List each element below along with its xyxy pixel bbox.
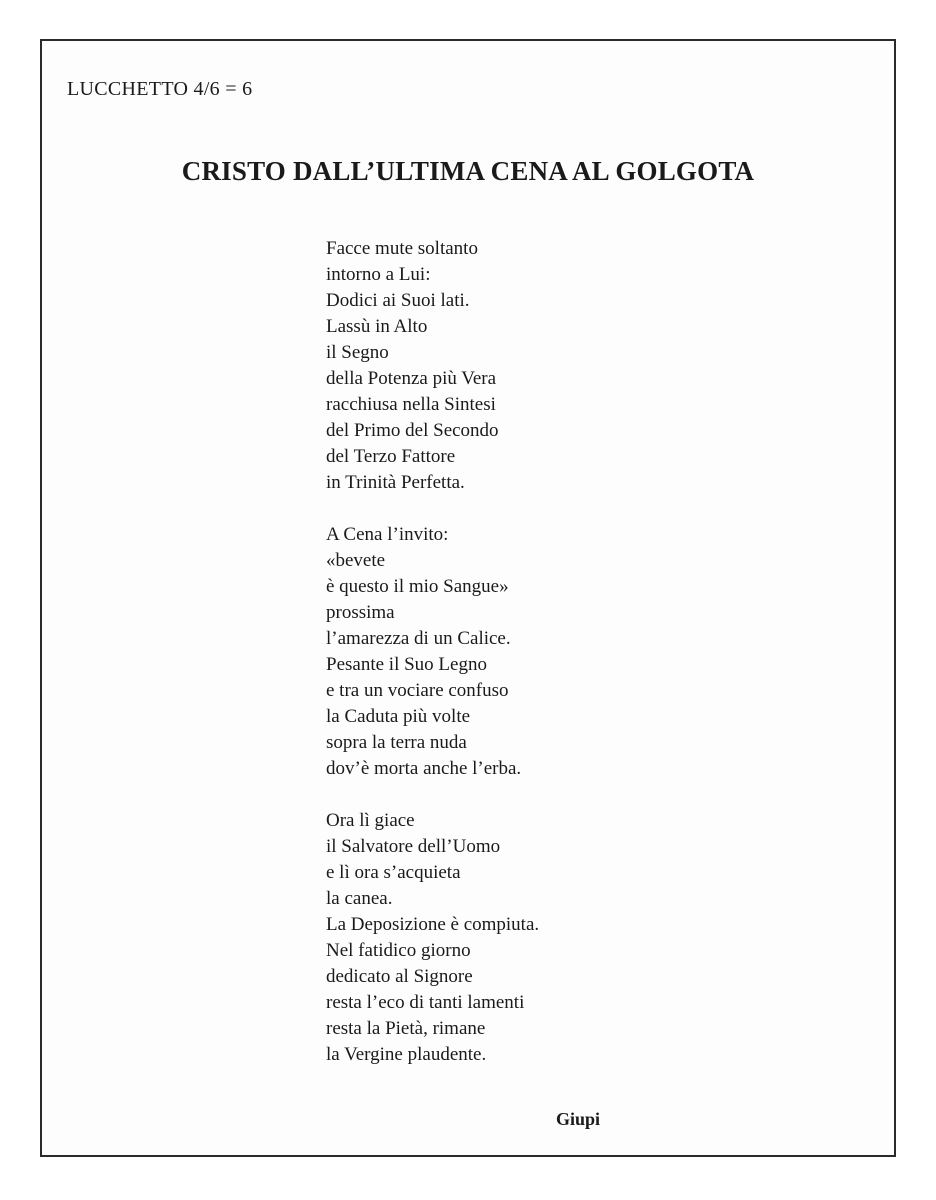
verse-line: del Primo del Secondo — [326, 420, 499, 441]
verse-line: la Vergine plaudente. — [326, 1044, 487, 1065]
verse-line: dedicato al Signore — [326, 966, 473, 987]
verse-line: l’amarezza di un Calice. — [326, 628, 511, 649]
poem-title: CRISTO DALL’ULTIMA CENA AL GOLGOTA — [181, 156, 755, 186]
verse-line: Facce mute soltanto — [326, 238, 478, 259]
stanza-2 — [326, 522, 746, 782]
verse-line: Lassù in Alto — [326, 316, 428, 337]
verse-line: la canea. — [326, 888, 393, 909]
verse-line: Dodici ai Suoi lati. — [326, 290, 470, 311]
verse-line: il Segno — [326, 342, 389, 363]
verse-line: il Salvatore dell’Uomo — [326, 836, 501, 857]
verse-line: resta la Pietà, rimane — [326, 1018, 486, 1039]
verse-line: La Deposizione è compiuta. — [326, 914, 540, 935]
verse-line: intorno a Lui: — [326, 264, 431, 285]
verse-line: resta l’eco di tanti lamenti — [326, 992, 525, 1013]
verse-line: Nel fatidico giorno — [326, 940, 471, 961]
author-signature: Giupi — [556, 1109, 601, 1129]
verse-line: Ora lì giace — [326, 810, 415, 831]
verse-line: A Cena l’invito: — [326, 524, 449, 545]
verse-line: Pesante il Suo Legno — [326, 654, 487, 675]
verse-line: della Potenza più Vera — [326, 368, 497, 389]
verse-line: la Caduta più volte — [326, 706, 471, 727]
poem-body — [326, 236, 746, 1094]
stanza-3 — [326, 808, 746, 1068]
verse-line: e lì ora s’acquieta — [326, 862, 461, 883]
verse-line: del Terzo Fattore — [326, 446, 456, 467]
verse-line: sopra la terra nuda — [326, 732, 467, 753]
verse-line: è questo il mio Sangue» — [326, 576, 509, 597]
verse-line: in Trinità Perfetta. — [326, 472, 465, 493]
verse-line: prossima — [326, 602, 395, 623]
verse-line: e tra un vociare confuso — [326, 680, 509, 701]
verse-line: dov’è morta anche l’erba. — [326, 758, 522, 779]
verse-line: racchiusa nella Sintesi — [326, 394, 496, 415]
verse-line: «bevete — [326, 550, 386, 571]
stanza-1 — [326, 236, 746, 496]
puzzle-label: LUCCHETTO 4/6 = 6 — [67, 78, 253, 100]
